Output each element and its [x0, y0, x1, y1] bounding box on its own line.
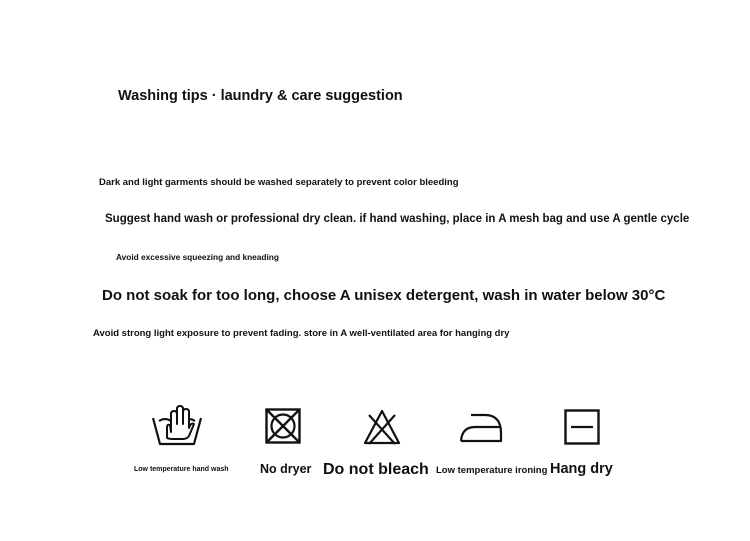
no-bleach-triangle-icon	[363, 409, 401, 445]
iron-low-temp-icon	[459, 411, 503, 443]
tip-separate-colors: Dark and light garments should be washed separately to prevent color bleeding	[99, 177, 459, 188]
label-hang-dry: Hang dry	[550, 461, 613, 477]
tip-water-temperature: Do not soak for too long, choose A unisex detergent, wash in water below 30°C	[102, 287, 666, 304]
label-no-bleach: Do not bleach	[323, 461, 429, 478]
hand-wash-basin-icon	[151, 404, 203, 446]
hang-dry-icon	[564, 409, 600, 445]
page-title: Washing tips · laundry & care suggestion	[118, 88, 403, 104]
tip-avoid-squeezing: Avoid excessive squeezing and kneading	[116, 252, 279, 262]
label-hand-wash: Low temperature hand wash	[134, 466, 229, 473]
label-no-dryer: No dryer	[260, 462, 312, 476]
tip-light-exposure: Avoid strong light exposure to prevent fading. store in A well-ventilated area for hanging dry	[93, 328, 510, 339]
label-low-temp-ironing: Low temperature ironing	[436, 465, 548, 476]
tip-hand-wash: Suggest hand wash or professional dry clean. if hand washing, place in A mesh bag and use A gentle cycle	[105, 213, 690, 225]
no-tumble-dry-icon	[265, 408, 301, 444]
